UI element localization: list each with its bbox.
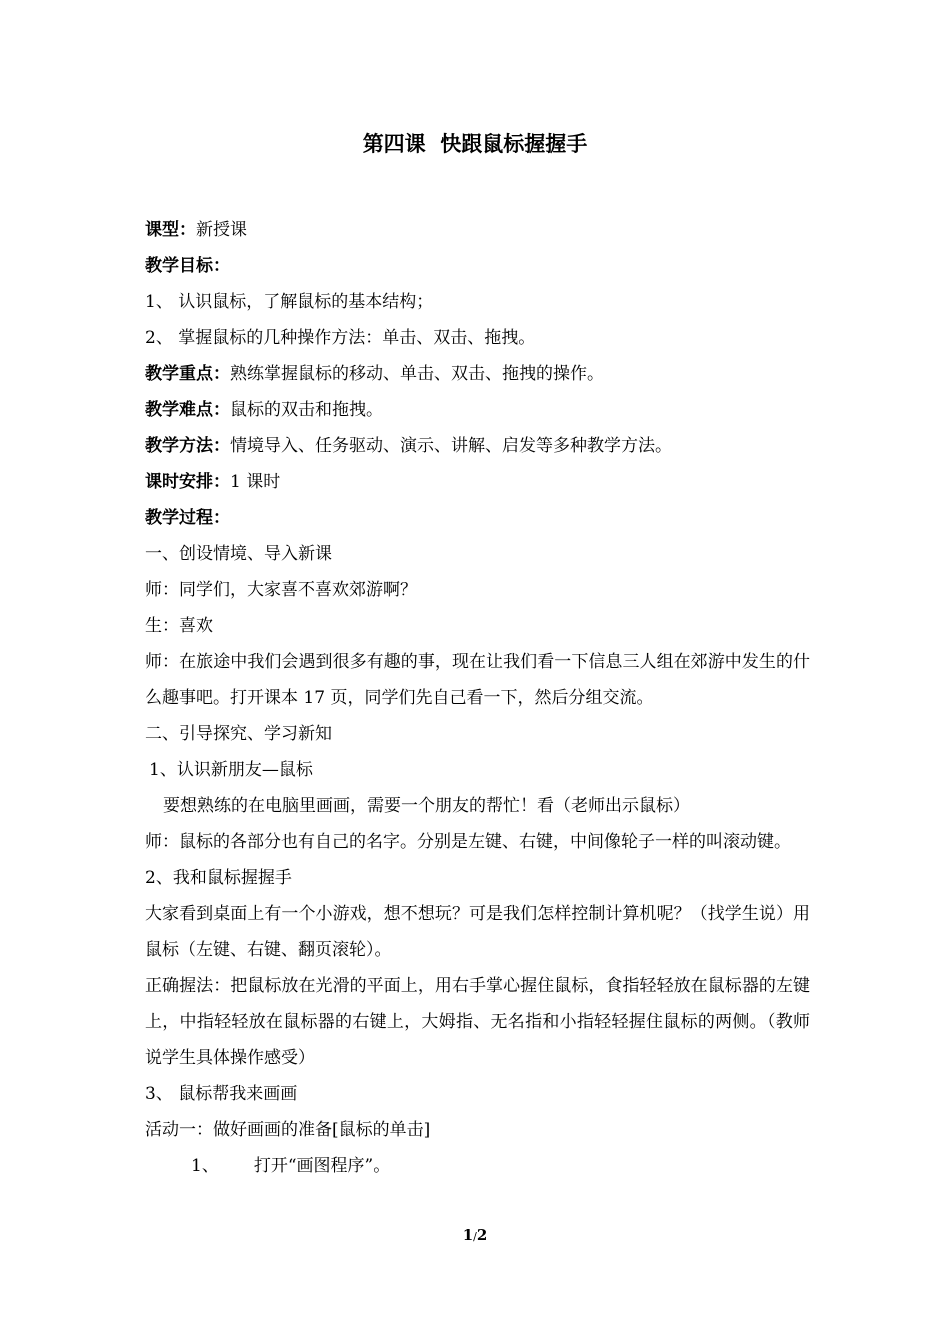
course-type-label: 课型： [145,220,196,240]
method-line [145,428,810,464]
process-label: 教学过程： [145,508,230,528]
course-type-value: 新授课 [196,220,247,240]
activity-heading: 活动一：做好画画的准备[鼠标的单击] [145,1120,431,1140]
step-item [145,1148,810,1184]
section-heading: 一、创设情境、导入新课 [145,544,332,564]
schedule-label: 课时安排： [145,472,230,492]
objectives-label: 教学目标： [145,256,230,276]
dialogue-paragraph: 师：在旅途中我们会遇到很多有趣的事，现在让我们看一下信息三人组在郊游中发生的什么趣事吧。打开课本 17 页，同学们先自己看一下，然后分组交流。 [145,652,810,708]
page-total: 2 [476,1226,488,1244]
dialogue-paragraph: 师：鼠标的各部分也有自己的名字。分别是左键、右键，中间像轮子一样的叫滚动键。 [145,832,791,852]
step-text: 打开“画图程序”。 [253,1156,391,1176]
grip-paragraph: 正确握法：把鼠标放在光滑的平面上，用右手掌心握住鼠标，食指轻轻放在鼠标器的左键上，中指轻轻放在鼠标器的右键上，大姆指、无名指和小指轻轻握住鼠标的两侧。（教师说学生具体操作感受） [145,976,810,1068]
objectives-heading [145,248,810,284]
process-heading [145,500,810,536]
paragraph: 要想熟练的在电脑里画画，需要一个朋友的帮忙！看（老师出示鼠标） [163,796,690,816]
page-current: 1 [462,1226,474,1244]
page-number [0,1226,950,1244]
difficulty-label: 教学难点： [145,400,230,420]
course-type-line [145,212,810,248]
objective-item: 2、 掌握鼠标的几种操作方法：单击、双击、拖拽。 [145,328,536,348]
dialogue-line: 师：同学们，大家喜不喜欢郊游啊？ [145,580,417,600]
step-number: 1、 [191,1156,219,1176]
key-point-line [145,356,810,392]
method-value: 情境导入、任务驱动、演示、讲解、启发等多种教学方法。 [230,436,672,456]
paragraph: 大家看到桌面上有一个小游戏，想不想玩？可是我们怎样控制计算机呢？（找学生说）用鼠标（左键、右键、翻页滚轮）。 [145,904,810,960]
page-title: 第四课 快跟鼠标握握手 [362,132,588,156]
key-point-value: 熟练掌握鼠标的移动、单击、双击、拖拽的操作。 [230,364,604,384]
objective-item: 1、 认识鼠标，了解鼠标的基本结构； [145,292,434,312]
difficulty-line [145,392,810,428]
sub-item-heading: 3、 鼠标帮我来画画 [145,1084,298,1104]
key-point-label: 教学重点： [145,364,230,384]
section-heading: 二、引导探究、学习新知 [145,724,332,744]
dialogue-line: 生：喜欢 [145,616,213,636]
sub-item-heading: 2、我和鼠标握握手 [145,868,292,888]
difficulty-value: 鼠标的双击和拖拽。 [230,400,383,420]
sub-item-heading: 1、认识新朋友—鼠标 [149,760,313,780]
page-slash: / [473,1230,477,1243]
document-body [145,212,810,1184]
method-label: 教学方法： [145,436,230,456]
schedule-line [145,464,810,500]
schedule-value: 1 课时 [230,472,281,492]
